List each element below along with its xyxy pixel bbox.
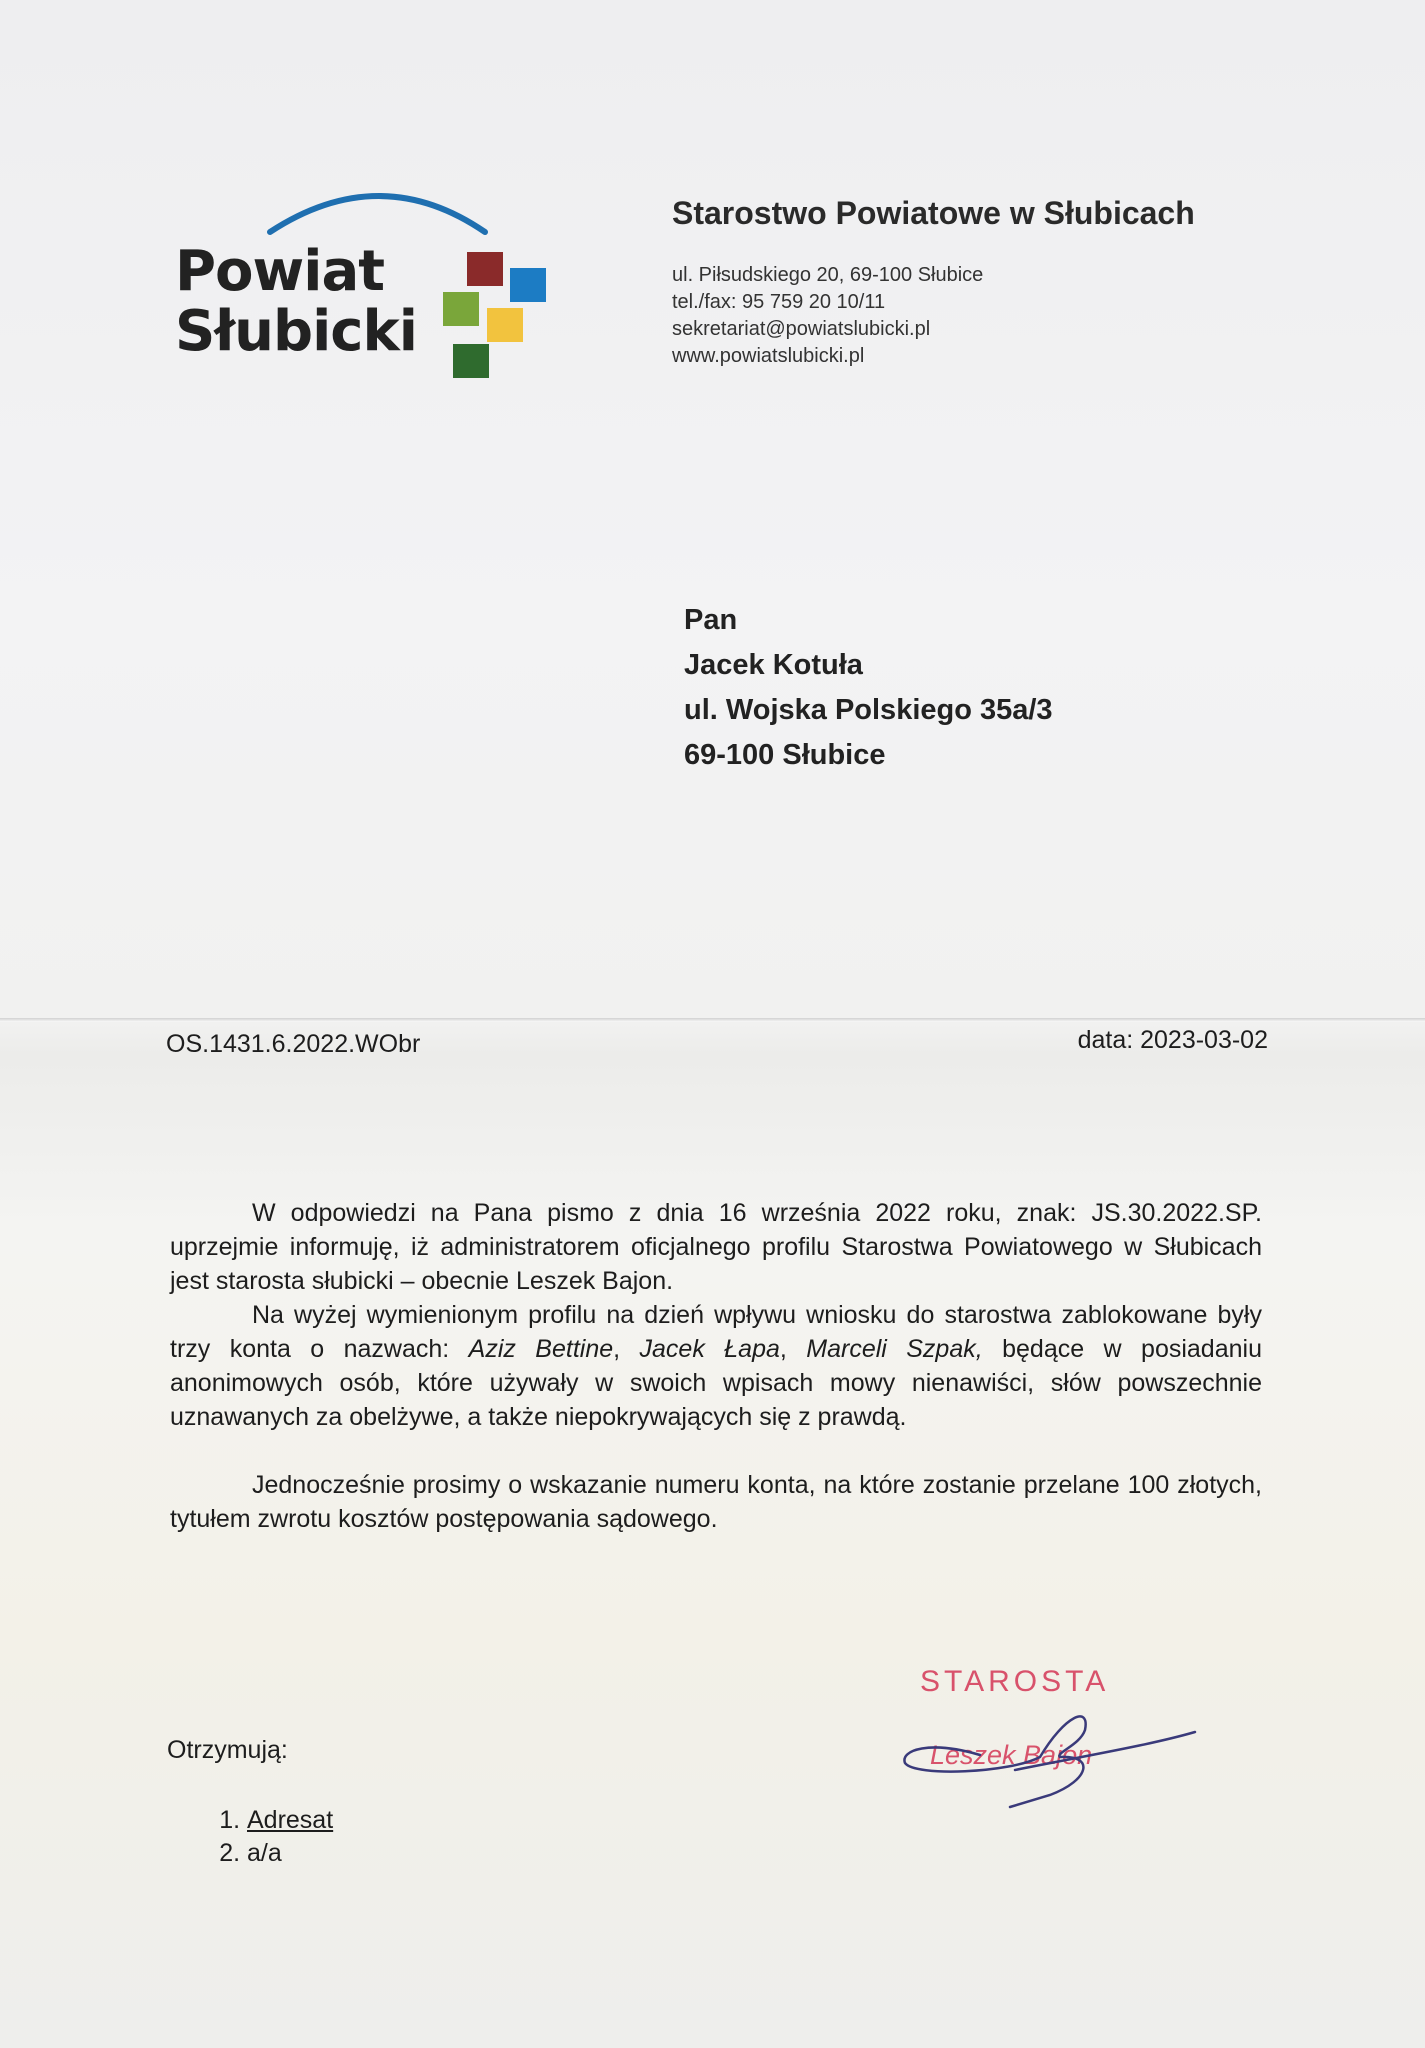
logo-square-red (467, 252, 503, 286)
logo-square-green (443, 292, 479, 326)
stamp-name: Leszek Bajon (930, 1740, 1093, 1770)
paper-fold (0, 1018, 1425, 1022)
logo-square-blue (510, 268, 546, 302)
office-name: Starostwo Powiatowe w Słubicach (672, 195, 1195, 231)
recipient-item: 1. Adresat (247, 1804, 333, 1837)
contact-info: ul. Piłsudskiego 20, 69-100 Słubice tel./fax: 95 759 20 10/11 sekretariat@powiatslubicki.pl www.powiatslubicki.pl (672, 264, 984, 367)
paragraph-3: Jednocześnie prosimy o wskazanie numeru konta, na które zostanie przelane 100 złotych, tytułem zwrotu kosztów postępowania sądowego. (170, 1471, 1262, 1533)
stamp-title: STAROSTA (920, 1665, 1110, 1698)
logo (175, 180, 555, 390)
letter-body (170, 1196, 1262, 1536)
letter-date: data: 2023-03-02 (1077, 1026, 1268, 1054)
addressee-block: Pan Jacek Kotuła ul. Wojska Polskiego 35a/3 69-100 Słubice (684, 604, 1053, 771)
paragraph-1: W odpowiedzi na Pana pismo z dnia 16 września 2022 roku, znak: JS.30.2022.SP. uprzejmie informuję, iż administratorem oficjalnego profilu Starostwa Powiatowego w Słubicach jest starosta słubicki – obecnie Leszek Bajon. (170, 1199, 1262, 1295)
reference-number: OS.1431.6.2022.WObr (166, 1030, 421, 1058)
recipient-item: 2. a/a (247, 1837, 333, 1870)
logo-square-yellow (487, 308, 523, 342)
signature-icon (890, 1685, 1210, 1815)
recipients-list (205, 1804, 333, 1870)
paragraph-2: Na wyżej wymienionym profilu na dzień wpływu wniosku do starostwa zablokowane były trzy konta o nazwach: Aziz Bettine, Jacek Łapa, Marceli Szpak, będące w posiadaniu anonimowych osób, które używały w swoich wpisach mowy nienawiści, słów powszechnie uznawanych za obelżywe, a także niepokrywających się z prawdą. (170, 1301, 1262, 1431)
recipients-label: Otrzymują: (167, 1736, 288, 1764)
logo-square-darkgreen (453, 344, 489, 378)
logo-text: Powiat Słubicki (175, 239, 417, 364)
